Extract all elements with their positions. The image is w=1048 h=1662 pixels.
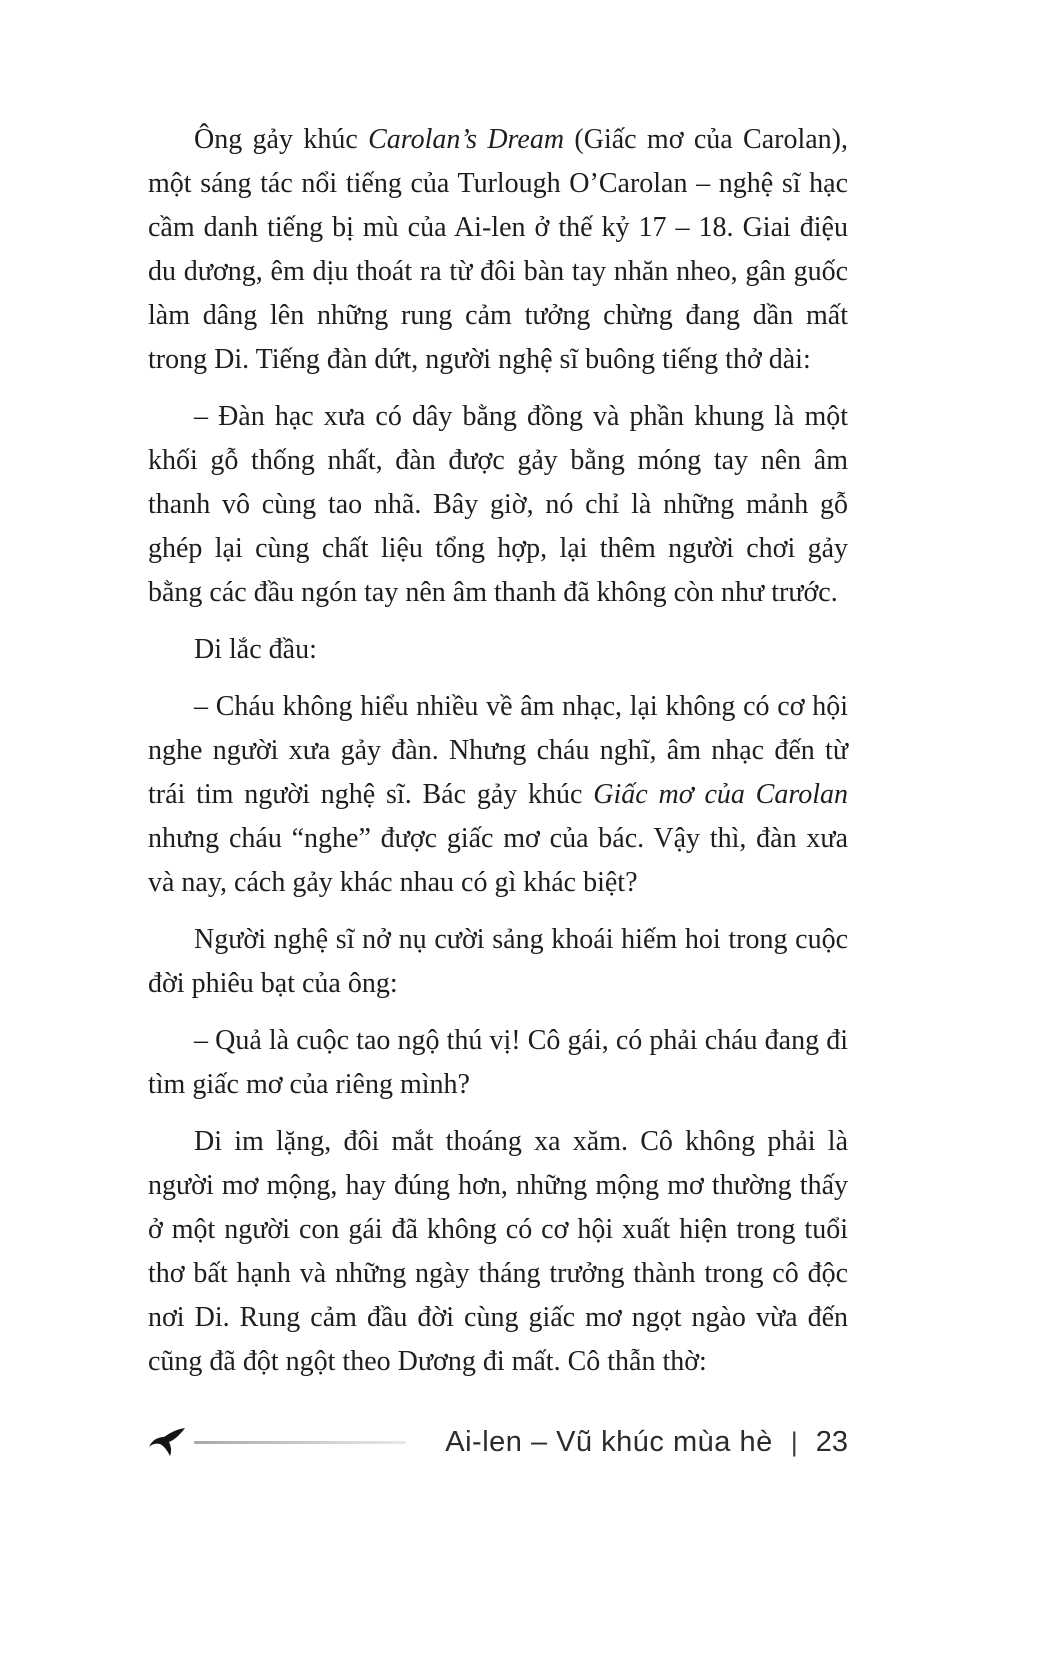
text-block bbox=[148, 118, 848, 1397]
page-number: 23 bbox=[815, 1425, 848, 1458]
bird-icon bbox=[148, 1426, 188, 1458]
body-text: Di lắc đầu: bbox=[194, 634, 317, 665]
body-text: – Quả là cuộc tao ngộ thú vị! Cô gái, có phải cháu đang đi tìm giấc mơ của riêng mình? bbox=[148, 1025, 848, 1100]
body-text: Người nghệ sĩ nở nụ cười sảng khoái hiếm hoi trong cuộc đời phiêu bạt của ông: bbox=[148, 924, 848, 999]
page-footer bbox=[148, 1418, 848, 1466]
paragraph bbox=[148, 1120, 848, 1384]
italic-text: Giấc mơ của Carolan bbox=[593, 779, 848, 810]
body-text: – Đàn hạc xưa có dây bằng đồng và phần khung là một khối gỗ thống nhất, đàn được gảy bằng móng tay nên âm thanh vô cùng tao nhã. Bây giờ, nó chỉ là những mảnh gỗ ghép lại cùng chất liệu tổng hợp, lại thêm người chơi gảy bằng các đầu ngón tay nên âm thanh đã không còn như trước. bbox=[148, 401, 848, 608]
paragraph bbox=[148, 395, 848, 615]
paragraph bbox=[148, 918, 848, 1006]
paragraph bbox=[148, 685, 848, 905]
paragraph bbox=[148, 628, 848, 672]
footer-rule bbox=[194, 1441, 406, 1444]
footer-separator: | bbox=[790, 1426, 798, 1457]
body-text: Di im lặng, đôi mắt thoáng xa xăm. Cô không phải là người mơ mộng, hay đúng hơn, những mộng mơ thường thấy ở một người con gái đã không có cơ hội xuất hiện trong tuổi thơ bất hạnh và những ngày tháng trưởng thành trong cô độc nơi Di. Rung cảm đầu đời cùng giấc mơ ngọt ngào vừa đến cũng đã đột ngột theo Dương đi mất. Cô thẫn thờ: bbox=[148, 1126, 848, 1377]
paragraph bbox=[148, 1019, 848, 1107]
italic-text: Carolan’s Dream bbox=[368, 124, 565, 155]
footer-book-title: Ai-len – Vũ khúc mùa hè bbox=[445, 1425, 773, 1458]
body-text: Ông gảy khúc bbox=[194, 124, 369, 155]
body-text: nhưng cháu “nghe” được giấc mơ của bác. Vậy thì, đàn xưa và nay, cách gảy khác nhau có gì khác biệt? bbox=[148, 823, 848, 898]
body-text: (Giấc mơ của Carolan), một sáng tác nổi tiếng của Turlough O’Carolan – nghệ sĩ hạc cầm danh tiếng bị mù của Ai-len ở thế kỷ 17 – 18. Giai điệu du dương, êm dịu thoát ra từ đôi bàn tay nhăn nheo, gân guốc làm dâng lên những rung cảm tưởng chừng đang dần mất trong Di. Tiếng đàn dứt, người nghệ sĩ buông tiếng thở dài: bbox=[148, 124, 848, 375]
paragraph bbox=[148, 118, 848, 382]
body-text: – Cháu không hiểu nhiều về âm nhạc, lại không có cơ hội nghe người xưa gảy đàn. Nhưng cháu nghĩ, âm nhạc đến từ trái tim người nghệ sĩ. Bác gảy khúc bbox=[148, 691, 848, 810]
